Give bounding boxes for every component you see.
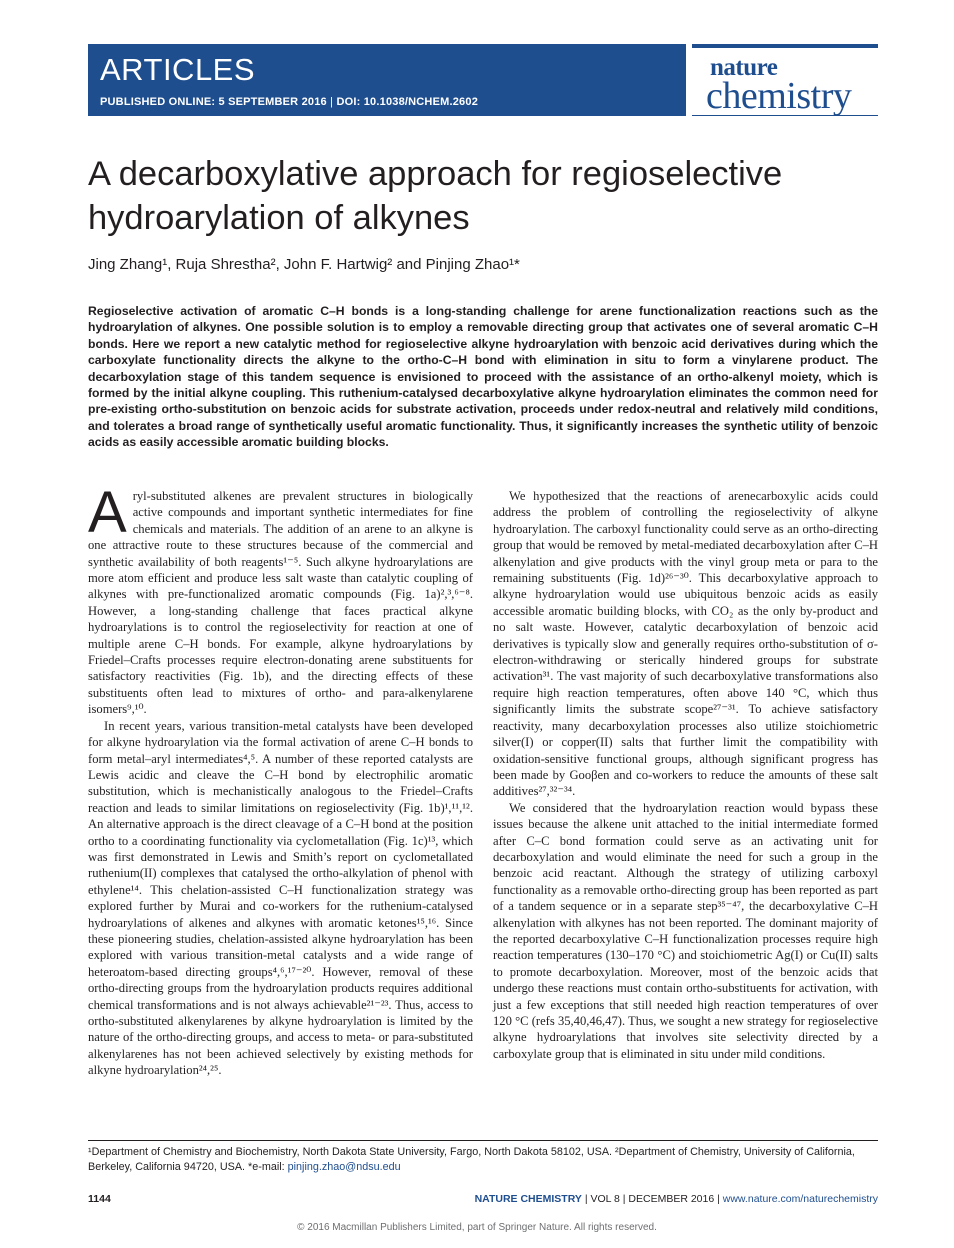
copyright-notice: © 2016 Macmillan Publishers Limited, part of Springer Nature. All rights reserved. (297, 1222, 657, 1233)
paragraph-text: ryl-substituted alkenes are prevalent structures in biologically active compounds and important synthetic intermediates for fine chemicals and materials. The addition of an arene to an alkyne is one attractive route to these structures because of the commercial and synthetic availability of both reagents¹⁻⁵. Such alkyne hydroarylations are more atom efficient and produce less salt waste than catalytic coupling of alkynes with pre-functionalized aromatic compounds (Fig. 1a)²,³,⁶⁻⁸. However, a long-standing challenge that faces practical alkyne hydroarylations is to control the regioselectivity for reaction at one of multiple arene C–H bonds. For example, alkyne hydroarylations by Friedel–Crafts processes require electron-donating arene substituents for satisfactory reactivities (Fig. 1b), and the directing effects of these substituents often lead to mixtures of ortho- and para-alkenylarene isomers⁹,¹⁰. (88, 489, 473, 717)
affiliations-footnote (88, 1145, 878, 1175)
email-link[interactable]: pinjing.zhao@ndsu.edu (287, 1161, 401, 1173)
publication-info (100, 96, 478, 108)
article-title: A decarboxylative approach for regioselective hydroarylation of alkynes (88, 155, 783, 237)
doi-link[interactable]: DOI: 10.1038/NCHEM.2602 (336, 96, 479, 108)
author-list: Jing Zhang¹, Ruja Shrestha², John F. Hartwig² and Pinjing Zhao¹* (88, 256, 520, 273)
paragraph: In recent years, various transition-metal catalysts have been developed for alkyne hydroarylation via the formal activation of arene C–H bonds to form metal–aryl intermediates⁴,⁵. A number of these reported catalysts are Lewis acidic and cleave the C–H bond by electrophilic aromatic substitution, which is mechanistically analogous to the Friedel–Crafts reaction and leads to similar limitations on regioselectivity (Fig. 1b)¹,¹¹,¹². An alternative approach is the direct cleavage of a C–H bond at the position ortho to a coordinating functionality via cyclometallation (Fig. 1c)¹³, which was first demonstrated in Lewis and Smith’s report on cyclometallated ruthenium(II) complexes that catalysed the ortho-alkylation of phenol with ethylene¹⁴. This chelation-assisted C–H functionalization strategy was explored further by Murai and co-workers for the ruthenium-catalysed hydroarylations of alkenes and alkynes with aromatic ketones¹⁵,¹⁶. Since these pioneering studies, chelation-assisted alkyne hydroarylation has been explored with various transition-metal catalysts and a wide range of heteroatom-based directing groups⁴,⁶,¹⁷⁻²⁰. However, removal of these ortho-directing groups from the hydroarylation products requires additional chemical transformations and is not always achievable²¹⁻²³. Thus, access to ortho-substituted alkenylarenes by alkyne hydroarylation is limited by the nature of the ortho-directing groups, and access to meta- or para-substituted alkenylarenes has not been achieved selectively by existing methods for alkyne hydroarylation²⁴,²⁵. (88, 718, 473, 1078)
journal-logo-line2: chemistry (706, 75, 852, 117)
body-column-right (493, 488, 878, 1062)
dropcap: A (88, 480, 127, 545)
footer-journal: NATURE CHEMISTRY (474, 1193, 582, 1205)
section-label: ARTICLES (100, 52, 256, 87)
section-banner (88, 44, 686, 116)
paragraph: We considered that the hydroarylation reaction would bypass these issues because the alkene unit attached to the initial intermediate formed after C–C bond formation could serve as an activating unit for decarboxylation and would eliminate the need for such a group in the benzoic acid reactant. Although the strategy of utilizing carboxyl functionality as a removable ortho-directing group has been reported as part of a tandem sequence or in a separate step³⁵⁻⁴⁷, the decarboxylative C–H alkenylation with alkynes has not been reported. The dominant majority of the reported decarboxylative C–H functionalization processes require high reaction temperatures (130–170 °C) and stoichiometric Ag(I) or Cu(II) salts to promote decarboxylation. Moreover, most of the benzoic acids that undergo these reactions must contain ortho-substituents for activation, with just a few exceptions that still needed high reaction temperatures of over 120 °C (refs 35,40,46,47). Thus, we sought a new strategy for regioselective alkyne hydroarylations that involves site selectivity directed by a carboxylate group that is eliminated in situ under mild conditions. (493, 800, 878, 1061)
paragraph: We hypothesized that the reactions of arenecarboxylic acids could address the problem of controlling the regioselectivity of alkyne hydroarylation. The carboxyl functionality could serve as an ortho-directing group that would be removed by metal-mediated decarboxylation after C–H alkenylation and give products with the vinyl group meta or para to the remaining substituents (Fig. 1d)²⁶⁻³⁰. This decarboxylative approach to alkyne hydroarylation would use ubiquitous benzoic acids as easily accessible aromatic building blocks, with CO₂ as the only by-product and no salt waste. However, catalytic decarboxylation of benzoic acid derivatives is typically slow and generally requires ortho-substitution of σ-electron-withdrawing or sterically hindered groups for substrate activation³¹. The vast majority of such decarboxylative transformations also require high reaction temperatures, often above 140 °C, which thus significantly limits the substrate scope²⁷⁻³¹. To achieve satisfactory reactivity, many decarboxylation processes also utilize stoichiometric silver(I) or copper(II) salts that further limit the compatibility with oxidation-sensitive functional groups, although significant progress has been made by Gooβen and co-workers to reduce the amounts of these salt additives²⁷,³²⁻³⁴. (493, 489, 878, 799)
footer-volume: | VOL 8 | DECEMBER 2016 | (584, 1193, 720, 1205)
journal-logo-line1: nature (710, 54, 778, 81)
footnote-divider (88, 1140, 878, 1141)
footer-url-link[interactable]: www.nature.com/naturechemistry (722, 1193, 878, 1205)
journal-logo (692, 44, 878, 116)
paragraph (88, 480, 473, 718)
affiliations-text: ¹Department of Chemistry and Biochemistry, North Dakota State University, Fargo, North Dakota 58102, USA. ²Department of Chemistry, University of California, Berkeley, California 94720, USA. *e-mail: (88, 1146, 855, 1173)
body-column-left (88, 480, 473, 1079)
abstract: Regioselective activation of aromatic C–H bonds is a long-standing challenge for arene functionalization reactions such as the hydroarylation of alkynes. One possible solution is to employ a removable directing group that activates one of several aromatic C–H bonds. Here we report a new catalytic method for regioselective alkyne hydroarylation with benzoic acid derivatives during which the carboxylate functionality directs the alkyne to the ortho-C–H bond with elimination in situ to form a vinylarene product. The decarboxylation stage of this tandem sequence is envisioned to proceed with the assistance of an ortho-alkenyl moiety, which is formed by the initial alkyne coupling. This ruthenium-catalysed decarboxylative alkyne hydroarylation eliminates the common need for pre-existing ortho-substitution on benzoic acids for substrate activation, proceeds under redox-neutral and relatively mild conditions, and tolerates a broad range of synthetically useful aromatic functionality. Thus, it significantly increases the synthetic utility of benzoic acids as easily accessible aromatic building blocks. (88, 304, 878, 450)
page-number: 1144 (88, 1193, 111, 1205)
published-date: PUBLISHED ONLINE: 5 SEPTEMBER 2016 (100, 96, 327, 108)
running-footer (475, 1193, 878, 1205)
info-separator: | (330, 96, 334, 108)
